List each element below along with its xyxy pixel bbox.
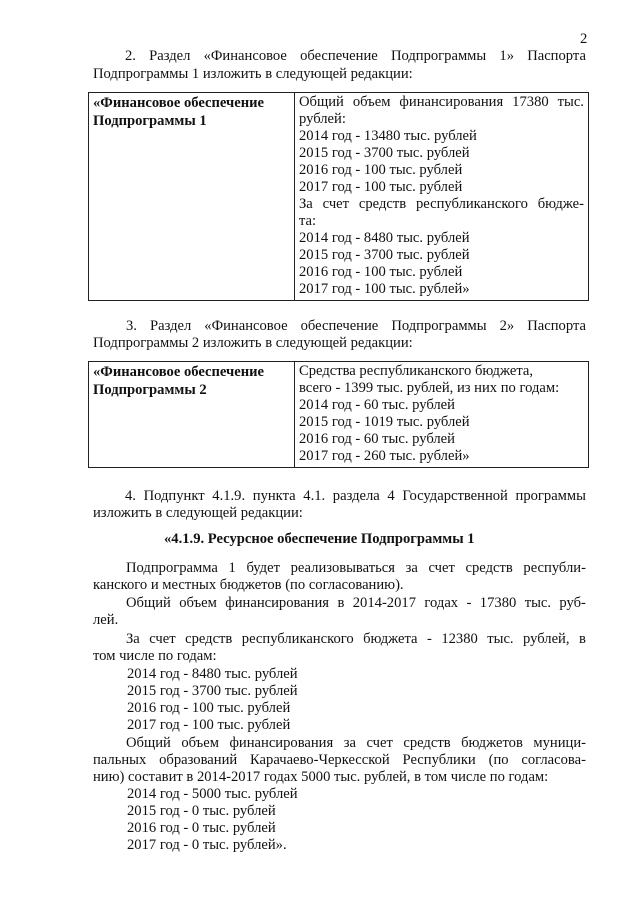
word: республиканского [416,196,528,212]
word: 1» [499,48,514,64]
word: 2. [125,48,136,64]
word: 1 [228,560,236,576]
word: республи- [523,560,586,576]
word: 4. [125,488,136,504]
table1-label-cell [89,93,295,301]
table2-row: 2015 год - 1019 тыс. рублей [299,414,470,430]
word: за [405,560,418,576]
table1-row: 2014 год - 13480 тыс. рублей [299,128,477,144]
paragraph4-line1 [126,735,586,752]
word: пальных [93,752,147,768]
table2-label-cell [89,362,295,468]
paragraph4-line3: нию) составит в 2014-2017 годах 5000 тыс. рублей, в том числе по годам: [93,769,549,785]
word: тыс. [487,631,514,647]
word: программы [515,488,586,504]
word: Республики [402,752,476,768]
word: согласова- [521,752,586,768]
word: раздела [332,488,380,504]
table2-row: 2016 год - 60 тыс. рублей [299,431,455,447]
table1-row: рублей: [299,111,346,127]
table1-row: 2015 год - 3700 тыс. рублей [299,247,470,263]
word: республиканского [241,631,354,647]
section-heading: «4.1.9. Ресурсное обеспечение Подпрограммы 1 [164,531,475,547]
table1-row: 2015 год - 3700 тыс. рублей [299,145,470,161]
word: средств [465,560,513,576]
word: объем [179,595,217,611]
table2-label-line1: «Финансовое обеспечение [93,364,265,380]
word: «Финансовое [204,318,288,334]
table2-row: 2014 год - 60 тыс. рублей [299,397,455,413]
word: За [126,631,140,647]
word: счет [322,196,350,212]
word: объем [181,735,219,751]
table1-row: 2016 год - 100 тыс. рублей [299,162,463,178]
item2-intro-line2: Подпрограммы 1 изложить в следующей редакции: [93,66,413,82]
paragraph4-line2 [93,752,586,769]
word: 2» [499,318,515,334]
word: Общий [126,595,171,611]
word: реализовываться [290,560,395,576]
word: Раздел [149,318,192,334]
paragraph2-line2: лей. [93,612,119,628]
word: образований [159,752,238,768]
item2-intro-line1 [125,48,586,65]
word: «Финансовое [203,48,287,64]
word: в [337,595,345,611]
word: средств [185,631,233,647]
word: За [299,196,313,212]
year-line: 2017 год - 0 тыс. рублей». [127,837,287,853]
word: Подпункт [143,488,205,504]
year-line: 2014 год - 5000 тыс. рублей [127,786,298,802]
word: 4 [387,488,395,504]
word: средств [358,196,407,212]
word: в [578,631,586,647]
word: обеспечение [300,318,379,334]
word: обеспечение [300,48,378,64]
word: руб- [559,595,586,611]
paragraph3-line1 [126,631,586,648]
word: пункта [252,488,296,504]
word: бюджетов [461,735,523,751]
word: годах [424,595,459,611]
word: муници- [533,735,586,751]
word: - [466,595,472,611]
word: финансирования [399,94,504,110]
table2-row: всего - 1399 тыс. рублей, из них по годам: [299,380,560,396]
word: счет [149,631,176,647]
table1-row [299,94,584,111]
word: 17380 [512,94,549,110]
year-line: 2016 год - 100 тыс. рублей [127,700,291,716]
table1-label-line2: Подпрограммы 1 [93,113,207,129]
table2-label-line2: Подпрограммы 2 [93,382,207,398]
word: 4.1. [303,488,326,504]
financing-table-subprogram-2 [88,361,589,468]
word: бюджета [363,631,418,647]
word: счет [428,560,455,576]
word: за [343,735,356,751]
word: Карачаево-Черкесской [250,752,390,768]
word: рублей, [523,631,570,647]
word: объем [352,94,391,110]
word: Общий [299,94,344,110]
table2-row: 2017 год - 260 тыс. рублей» [299,448,470,464]
word: 4.1.9. [212,488,246,504]
word: финансирования [229,735,334,751]
word: средств [403,735,451,751]
word: 2014-2017 [352,595,416,611]
year-line: 2014 год - 8480 тыс. рублей [127,666,298,682]
paragraph3-line2: том числе по годам: [93,648,217,664]
item3-intro-line2: Подпрограммы 2 изложить в следующей редакции: [93,335,413,351]
year-line: 2015 год - 0 тыс. рублей [127,803,276,819]
word: Раздел [149,48,191,64]
paragraph1-line1 [126,560,586,577]
word: 12380 [441,631,478,647]
table1-row: 2017 год - 100 тыс. рублей [299,179,463,195]
year-line: 2017 год - 100 тыс. рублей [127,717,291,733]
word: будет [246,560,280,576]
table1-row: 2016 год - 100 тыс. рублей [299,264,463,280]
word: Подпрограмма [126,560,218,576]
word: (по [488,752,509,768]
word: финансирования [225,595,330,611]
item4-intro-line2: изложить в следующей редакции: [93,505,303,521]
financing-table-subprogram-1 [88,92,589,301]
word: - [427,631,432,647]
table2-row: Средства республиканского бюджета, [299,363,534,379]
word: счет [366,735,393,751]
word: Паспорта [527,48,586,64]
year-line: 2015 год - 3700 тыс. рублей [127,683,298,699]
word: бюдже- [537,196,584,212]
word: Государственной [402,488,508,504]
item4-intro-line1 [125,488,586,505]
paragraph2-line1 [126,595,586,612]
paragraph1-line2: канского и местных бюджетов (по согласованию). [93,577,404,593]
word: Подпрограммы [391,318,487,334]
table1-row: та: [299,213,317,229]
year-line: 2016 год - 0 тыс. рублей [127,820,276,836]
word: тыс. [524,595,551,611]
page-number: 2 [580,31,588,47]
word: тыс. [557,94,584,110]
table1-label-line1: «Финансовое обеспечение [93,95,265,111]
table1-row [299,196,584,213]
word: Паспорта [527,318,586,334]
word: Подпрограммы [390,48,487,64]
table2-value-cell [295,362,589,468]
item3-intro-line1 [126,318,586,335]
table1-row: 2017 год - 100 тыс. рублей» [299,281,470,297]
word: Общий [126,735,171,751]
table1-row: 2014 год - 8480 тыс. рублей [299,230,470,246]
table1-value-cell [295,93,589,301]
word: 3. [126,318,137,334]
word: 17380 [479,595,517,611]
